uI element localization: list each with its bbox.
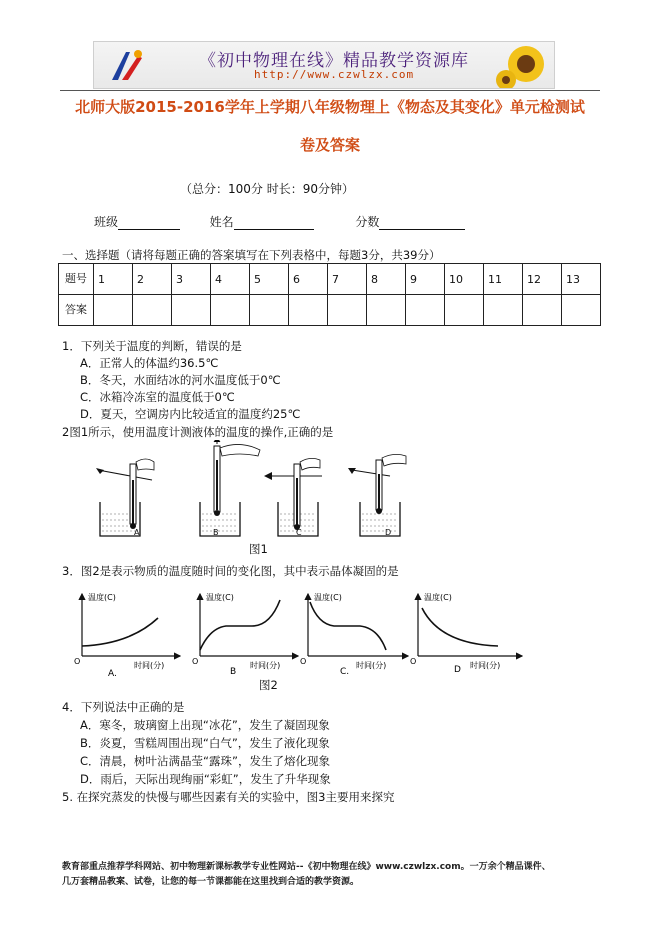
graph-c-origin: O	[300, 657, 307, 666]
table-cell: 5	[250, 264, 289, 295]
question-5-stem: 5. 在探究蒸发的快慢与哪些因素有关的实验中，图3主要用来探究	[62, 790, 395, 804]
student-fields	[94, 213, 465, 230]
row-header-number: 题号	[59, 264, 94, 295]
figure-1-label-c: C	[296, 528, 302, 537]
graph-b	[192, 592, 298, 677]
question-4-option-a: A．寒冬，玻璃窗上出现“冰花”，发生了凝固现象	[80, 718, 330, 732]
question-2-stem: 2图1所示，使用温度计测液体的温度的操作,正确的是	[62, 425, 334, 439]
question-4-option-d: D．雨后，天际出现绚丽“彩虹”，发生了升华现象	[80, 772, 331, 786]
question-4-stem: 4．下列说法中正确的是	[62, 700, 185, 714]
graph-c-ylabel: 温度(C)	[314, 593, 342, 602]
figure-1-label-b: B	[213, 528, 219, 537]
thermometer-setup-a	[96, 459, 154, 536]
figure-2-graphs	[70, 588, 540, 680]
graph-a-origin: O	[74, 657, 81, 666]
table-cell: 10	[445, 264, 484, 295]
page-footer	[62, 860, 551, 890]
banner-url: http://www.czwlzx.com	[254, 68, 415, 81]
row-header-answer: 答案	[59, 295, 94, 326]
table-cell: 13	[562, 264, 601, 295]
graph-d	[410, 592, 522, 675]
graph-d-ylabel: 温度(C)	[424, 593, 452, 602]
question-1-stem: 1．下列关于温度的判断，错误的是	[62, 339, 242, 353]
name-label: 姓名	[209, 215, 234, 229]
table-cell: 12	[523, 264, 562, 295]
table-cell: 6	[289, 264, 328, 295]
name-blank[interactable]	[234, 217, 314, 230]
thermometer-setup-c	[264, 458, 322, 536]
table-cell: 7	[328, 264, 367, 295]
figure-1-label-a: A	[134, 528, 140, 537]
answer-cell[interactable]	[94, 295, 133, 326]
table-row	[59, 295, 601, 326]
answer-table	[58, 263, 601, 326]
answer-cell[interactable]	[172, 295, 211, 326]
footer-line-1: 教育部重点推荐学科网站、初中物理新课标教学专业性网站--《初中物理在线》www.czwlzx.com。一万余个精品课件、	[62, 862, 551, 872]
class-blank[interactable]	[118, 217, 180, 230]
table-cell: 8	[367, 264, 406, 295]
question-1-option-a: A．正常人的体温约36.5℃	[80, 356, 219, 370]
section-heading: 一、选择题（请将每题正确的答案填写在下列表格中，每题3分，共39分）	[62, 248, 441, 262]
graph-a-xlabel: 时间(分)	[134, 661, 165, 670]
answer-cell[interactable]	[523, 295, 562, 326]
graph-b-label: B	[230, 667, 237, 677]
answer-cell[interactable]	[250, 295, 289, 326]
graph-d-xlabel: 时间(分)	[470, 661, 501, 670]
table-cell: 3	[172, 264, 211, 295]
exam-meta: （总分：100分 时长：90分钟）	[180, 182, 354, 196]
figure-1-thermometers	[90, 440, 430, 544]
answer-cell[interactable]	[328, 295, 367, 326]
score-blank[interactable]	[379, 217, 465, 230]
graph-d-origin: O	[410, 657, 417, 666]
score-label: 分数	[355, 215, 380, 229]
graph-b-ylabel: 温度(C)	[206, 593, 234, 602]
question-4-option-b: B．炎夏，雪糕周围出现“白气”，发生了液化现象	[80, 736, 330, 750]
answer-cell[interactable]	[133, 295, 172, 326]
question-1-option-c: C．冰箱冷冻室的温度低于0℃	[80, 390, 235, 404]
answer-cell[interactable]	[484, 295, 523, 326]
table-cell: 4	[211, 264, 250, 295]
graph-b-origin: O	[192, 657, 199, 666]
graph-a	[74, 592, 180, 679]
answer-cell[interactable]	[289, 295, 328, 326]
sunflower-icon	[494, 42, 554, 88]
banner-title: 《初中物理在线》精品教学资源库	[199, 51, 469, 71]
answer-cell[interactable]	[406, 295, 445, 326]
document-title-line1: 北师大版2015-2016学年上学期八年级物理上《物态及其变化》单元检测试	[75, 98, 585, 116]
question-1-option-d: D．夏天，空调房内比较适宜的温度约25℃	[80, 407, 301, 421]
graph-a-label: A.	[108, 669, 117, 679]
footer-line-2: 几万套精品教案、试卷，让您的每一节课都能在这里找到合适的教学资源。	[62, 877, 360, 887]
header-rule	[60, 90, 600, 91]
graph-a-ylabel: 温度(C)	[88, 593, 116, 602]
figure-1-caption: 图1	[249, 542, 268, 556]
class-label: 班级	[94, 215, 119, 229]
thermometer-setup-b	[200, 440, 260, 536]
question-1-option-b: B．冬天，水面结冰的河水温度低于0℃	[80, 373, 281, 387]
table-cell: 1	[94, 264, 133, 295]
document-title-line2: 卷及答案	[299, 136, 360, 154]
figure-1-label-d: D	[385, 528, 392, 537]
table-cell: 9	[406, 264, 445, 295]
table-cell: 2	[133, 264, 172, 295]
header-banner	[93, 41, 555, 89]
question-3-stem: 3．图2是表示物质的温度随时间的变化图，其中表示晶体凝固的是	[62, 564, 399, 578]
answer-cell[interactable]	[562, 295, 601, 326]
graph-c-xlabel: 时间(分)	[356, 661, 387, 670]
site-logo-icon	[108, 46, 148, 84]
graph-c	[300, 592, 408, 677]
answer-cell[interactable]	[367, 295, 406, 326]
figure-2-caption: 图2	[259, 678, 278, 692]
graph-d-label: D	[454, 665, 461, 675]
graph-c-label: C.	[340, 667, 350, 677]
answer-cell[interactable]	[211, 295, 250, 326]
question-4-option-c: C．清晨，树叶沾满晶莹“露珠”，发生了熔化现象	[80, 754, 330, 768]
graph-b-xlabel: 时间(分)	[250, 661, 281, 670]
table-cell: 11	[484, 264, 523, 295]
table-row	[59, 264, 601, 295]
answer-cell[interactable]	[445, 295, 484, 326]
thermometer-setup-d	[348, 454, 406, 536]
